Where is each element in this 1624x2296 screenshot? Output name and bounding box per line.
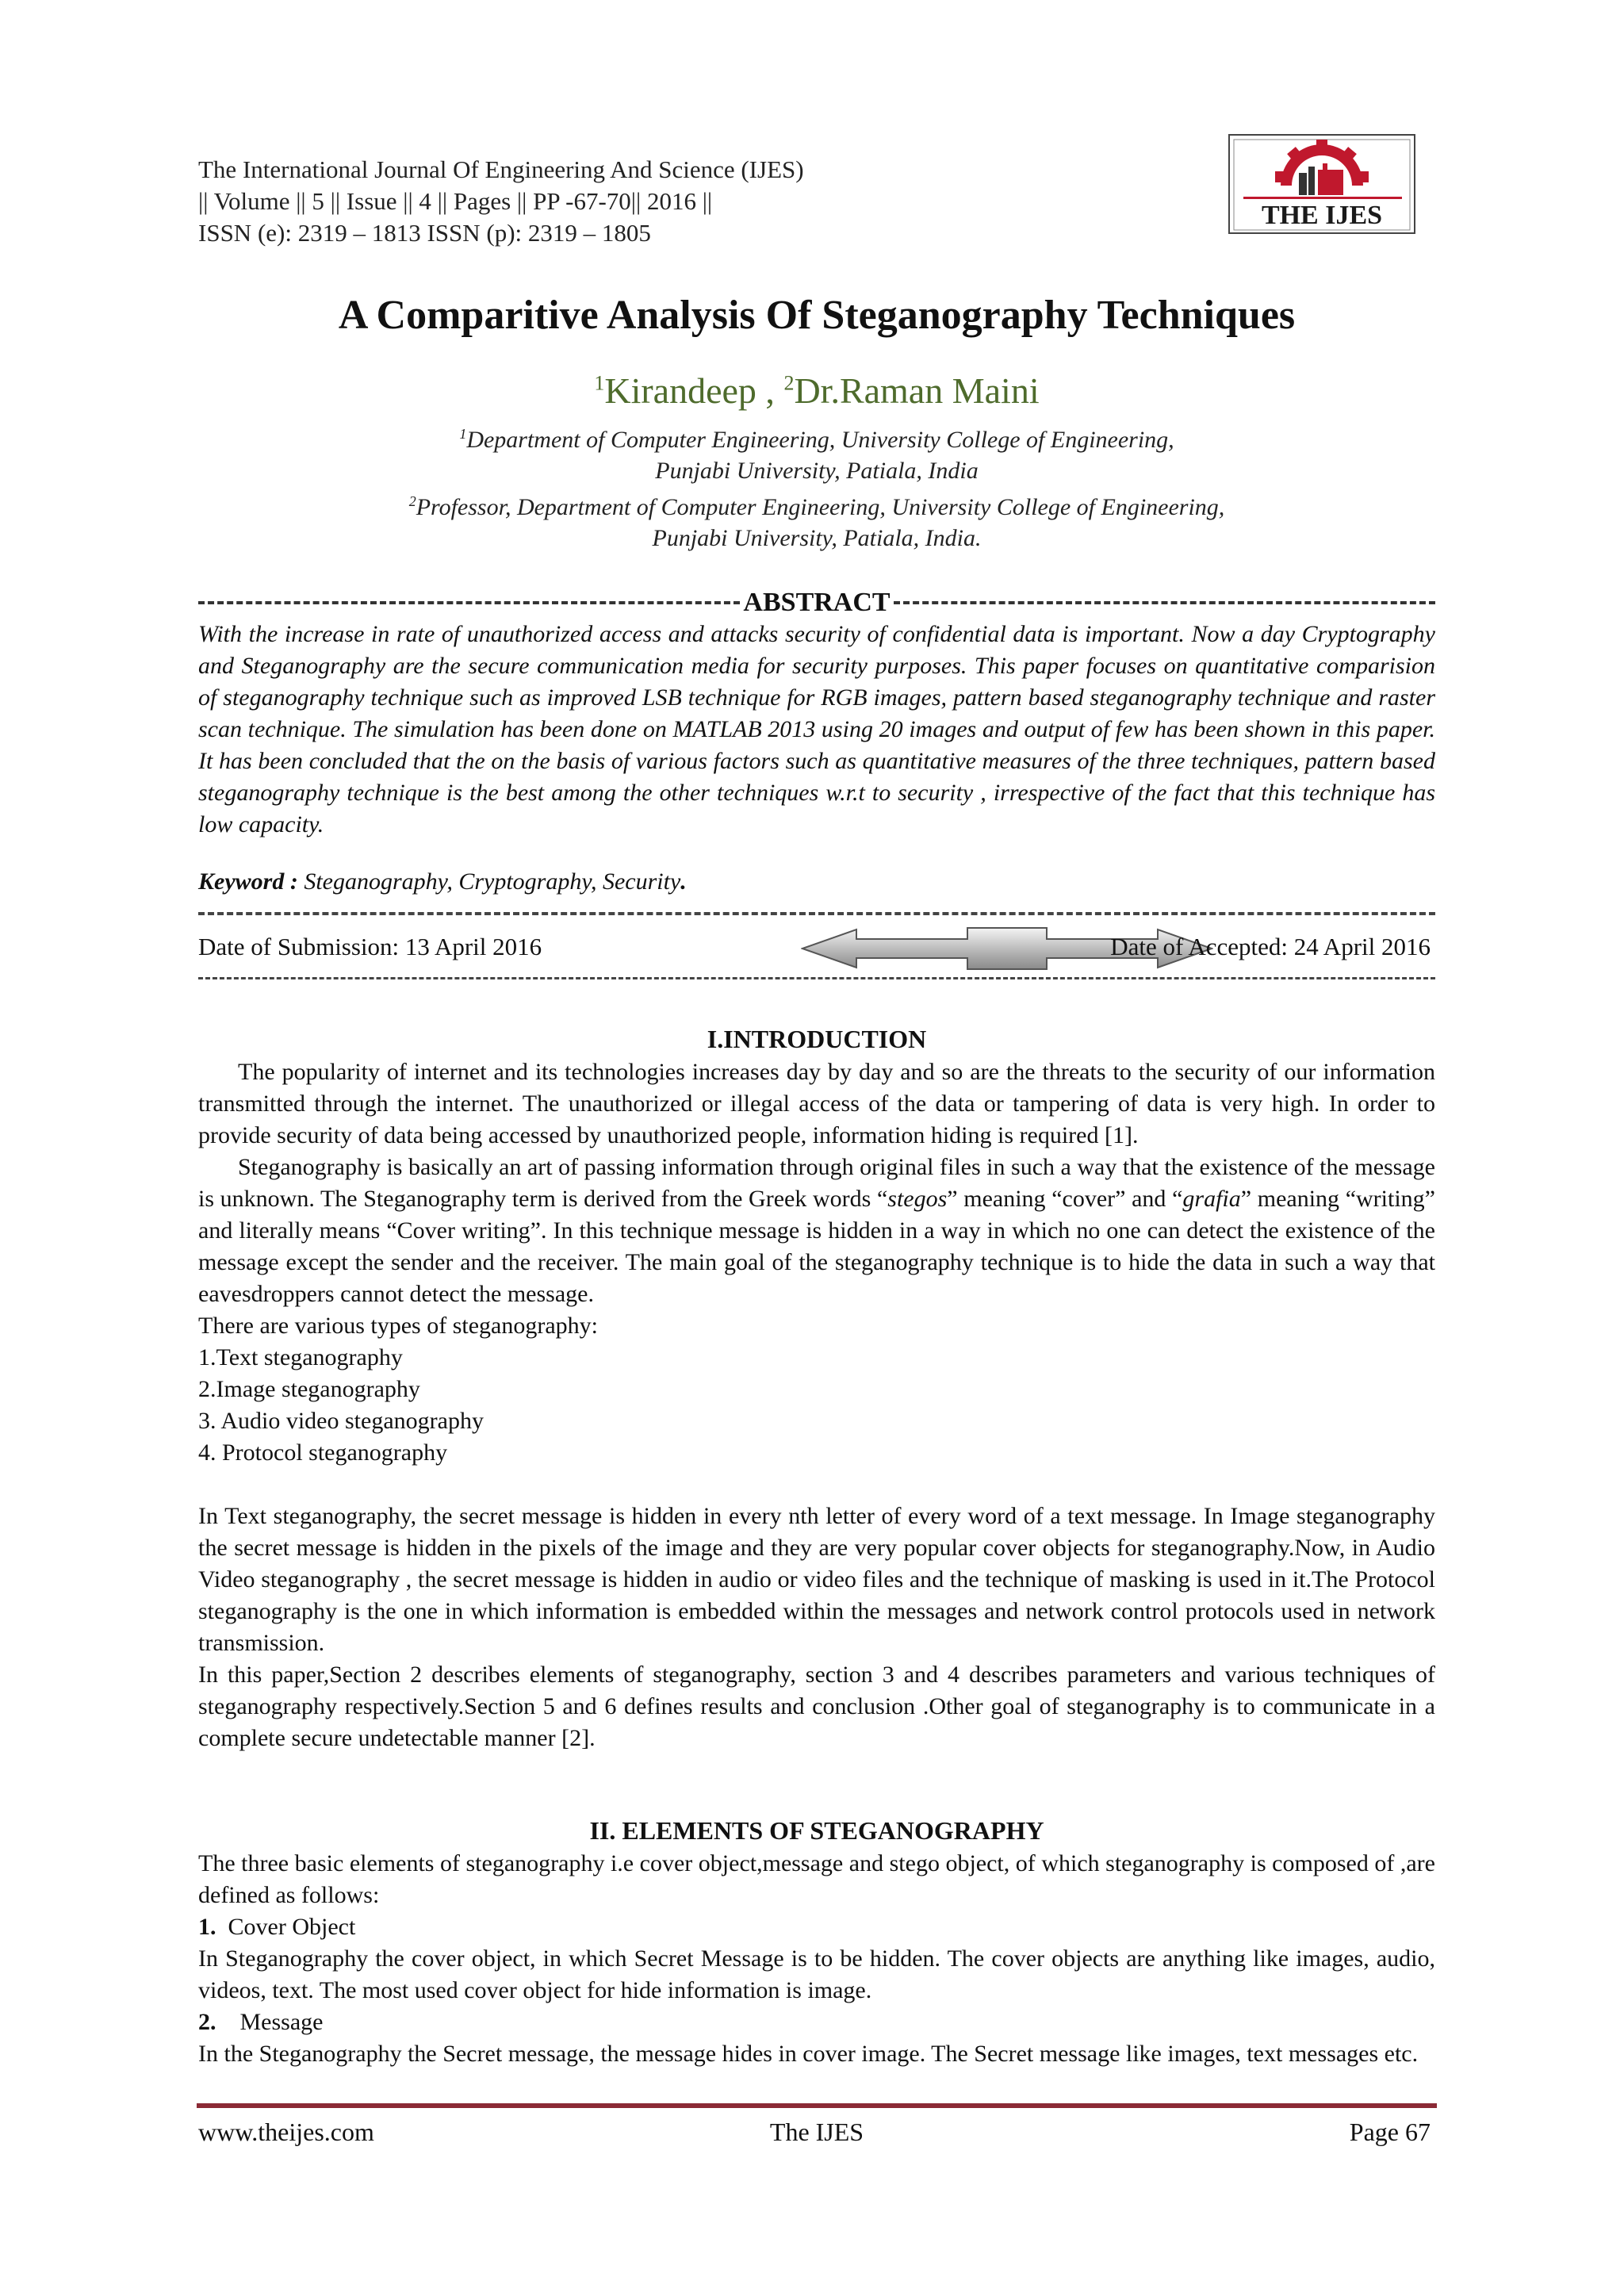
word-stegos: stegos (887, 1186, 948, 1212)
author2-name: Dr.Raman Maini (794, 370, 1040, 411)
list-item: 4. Protocol steganography (198, 1439, 448, 1466)
intro-heading: I.INTRODUCTION (707, 1025, 927, 1053)
affil2-sup: 2 (408, 493, 416, 509)
journal-issn: ISSN (e): 2319 – 1813 ISSN (p): 2319 – 1805 (198, 219, 651, 247)
rule-before-dates (198, 912, 1435, 915)
elements-heading: II. ELEMENTS OF STEGANOGRAPHY (589, 1816, 1044, 1845)
abstract-text: With the increase in rate of unauthorized access and attacks security of confidential data is important. Now a day Cryptography and Steganography are the secure communication media for security purposes. This paper focuses on quantitative comparision of steganography technique such as improved LSB technique for RGB images, pattern based steganography technique and raster scan technique. The simulation has been done on MATLAB 2013 using 20 images and output of few has been shown in this paper. It has been concluded that the on the basis of various factors such as quantitative measures of the three techniques, pattern based steganography technique is the best among the other techniques w.r.t to security , irrespective of the fact that this technique has low capacity. (198, 621, 1435, 838)
affil1-sup: 1 (459, 426, 467, 442)
ijes-logo (1228, 133, 1416, 235)
footer-rule (197, 2103, 1437, 2108)
affiliations (198, 419, 1435, 554)
affiliation-1a: $^1$Department of Computer Engineering, University College of Engineering, (459, 426, 1174, 453)
logo-text: THE IJES (1261, 201, 1383, 230)
keyword-label: Keyword : (198, 868, 298, 895)
intro-paragraph-2: Steganography is basically an art of passing information through original files in such a way that the existence of the message is unknown. The Steganography term is derived from the Greek words “stegos” meaning “cover” and “grafia” meaning “writing” and literally means “Cover writing”. In this technique message is hidden in a way in which no one can detect the existence of the message except the sender and the receiver. The main goal of the steganography technique is to hide the data in such a way that eavesdroppers cannot detect the message. (198, 1154, 1435, 1307)
author1-sup: 1 (594, 371, 605, 395)
elements-paragraph-1: The three basic elements of steganography i.e cover object,message and stego object, of which steganography is composed of ,are defined as follows: (198, 1850, 1435, 1908)
affiliation-1b: Punjabi University, Patiala, India (655, 458, 979, 484)
word-grafia: grafia (1182, 1186, 1241, 1212)
journal-header (198, 154, 1189, 249)
element-2-title: 2. Message (198, 2009, 324, 2035)
footer-journal: The IJES (769, 2118, 864, 2146)
footer-page-number: Page 67 (1349, 2118, 1431, 2146)
spacer (198, 1469, 1435, 1501)
list-item: 2.Image steganography (198, 1376, 420, 1402)
intro-paragraph-3: In Text steganography, the secret message is hidden in every nth letter of every word of a text message. In Image steganography the secret message is hidden in the pixels of the image and they are very popular cover objects for steganography.Now, in Audio Video steganography , the secret message is hidden in audio or video files and the technique of masking is used in it.The Protocol steganography is the one in which information is embedded within the messages and network control protocols used in network transmission. (198, 1503, 1435, 1656)
author2-sup: 2 (783, 371, 795, 395)
element-2-text: In the Steganography the Secret message, the message hides in cover image. The Secret message like images, text messages etc. (198, 2041, 1419, 2067)
intro-paragraph-1: The popularity of internet and its technologies increases day by day and so are the threats to the security of our information transmitted through the internet. The unauthorized or illegal access of the data or tampering of data is very high. In order to provide security of data being accessed by unauthorized people, information hiding is required [1]. (198, 1059, 1435, 1148)
element-1-text: In Steganography the cover object, in which Secret Message is to be hidden. The cover objects are anything like images, audio, videos, text. The most used cover object for hide information is image. (198, 1945, 1435, 2003)
journal-volume: || Volume || 5 || Issue || 4 || Pages || PP -67-70|| 2016 || (198, 187, 713, 215)
keywords-line (198, 866, 1435, 898)
journal-name: The International Journal Of Engineering And Science (IJES) (198, 155, 804, 183)
intro-body (198, 1056, 1435, 1754)
types-intro: There are various types of steganography: (198, 1313, 598, 1339)
author1-name: Kirandeep , (604, 370, 784, 411)
keyword-end: . (680, 868, 687, 895)
dates-row (198, 926, 1435, 966)
footer-website[interactable]: www.theijes.com (198, 2118, 374, 2146)
page-footer (198, 2118, 1435, 2152)
elements-body (198, 1848, 1435, 2070)
rule-after-dates (198, 977, 1435, 979)
abstract-heading: ABSTRACT (743, 588, 891, 617)
date-submission: Date of Submission: 13 April 2016 (198, 933, 542, 960)
abstract-heading-rule (198, 585, 1435, 620)
list-item: 1.Text steganography (198, 1344, 403, 1370)
date-accepted: Date of Accepted: 24 April 2016 (1110, 933, 1431, 960)
types-list (198, 1342, 1435, 1469)
list-item: 3. Audio video steganography (198, 1408, 484, 1434)
author-line (198, 370, 1435, 412)
dash-right (894, 601, 1435, 604)
affiliation-2a: $^2$Professor, Department of Computer Engineering, University College of Engineering, (408, 493, 1225, 520)
dash-left (198, 601, 740, 604)
element-1-title: 1. Cover Object (198, 1914, 356, 1940)
affiliation-2b: Punjabi University, Patiala, India. (652, 525, 982, 551)
keywords: Steganography, Cryptography, Security (297, 868, 681, 895)
intro-paragraph-4: In this paper,Section 2 describes elements of steganography, section 3 and 4 describes parameters and various techniques of steganography respectively.Section 5 and 6 defines results and conclusion .Other goal of steganography is to communicate in a complete secure undetectable manner [2]. (198, 1662, 1435, 1751)
paper-title: A Comparitive Analysis Of Steganography Techniques (338, 293, 1296, 338)
